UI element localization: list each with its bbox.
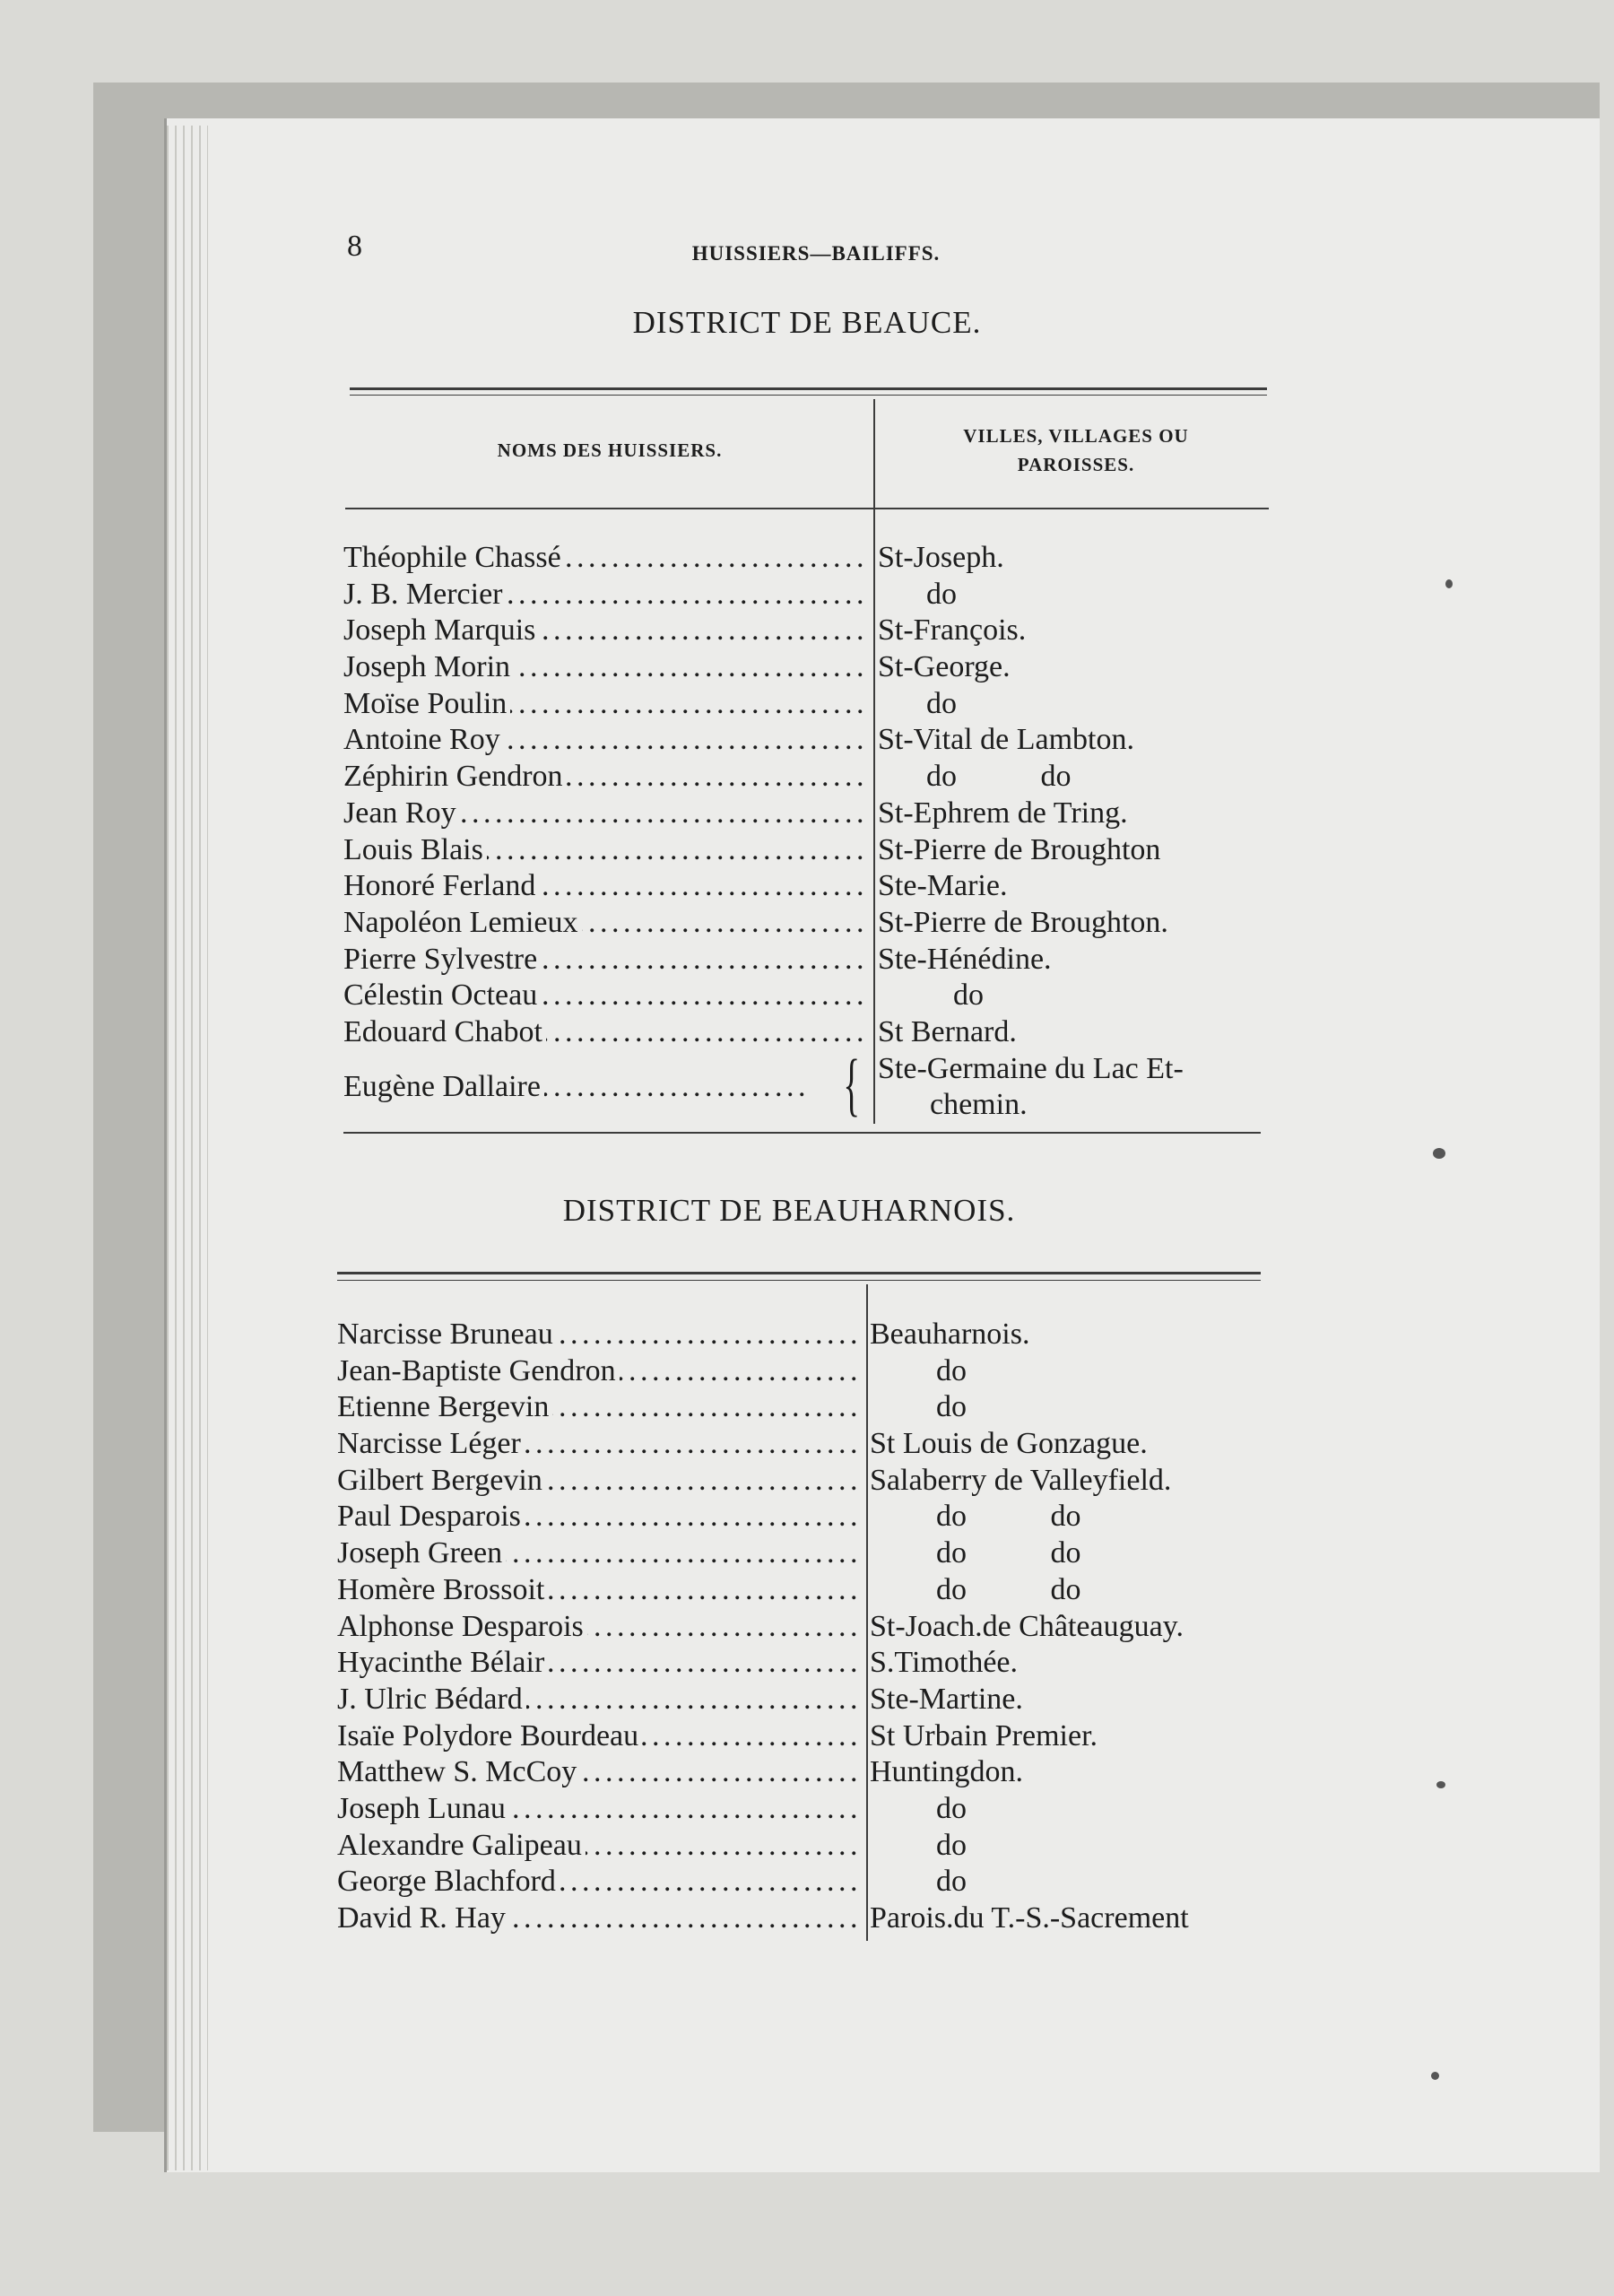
place-name: do do bbox=[926, 760, 1072, 794]
table-row bbox=[343, 905, 1276, 942]
district-title-beauharnois: DISTRICT DE BEAUHARNOIS. bbox=[562, 1193, 1016, 1228]
bailiff-name: David R. Hay bbox=[337, 1901, 509, 1935]
scan-speck bbox=[1445, 579, 1453, 588]
column-header-places-line1: VILLES, VILLAGES OU bbox=[963, 425, 1189, 447]
table-row bbox=[337, 1426, 1270, 1463]
place-name: do do bbox=[936, 1500, 1081, 1534]
place-name: Huntingdon. bbox=[870, 1755, 1023, 1789]
header-bottom-rule bbox=[345, 508, 1269, 509]
table-row bbox=[337, 1718, 1270, 1755]
place-name: St-Ephrem de Tring. bbox=[878, 796, 1128, 830]
table-row bbox=[337, 1754, 1270, 1791]
place-name: St-François. bbox=[878, 613, 1027, 648]
place-name: do do bbox=[936, 1536, 1081, 1570]
place-name: do bbox=[936, 1865, 967, 1899]
bailiff-name: Alexandre Galipeau bbox=[337, 1829, 586, 1862]
place-name: St Louis de Gonzague. bbox=[870, 1427, 1148, 1461]
bailiff-name: Isaïe Polydore Bourdeau bbox=[337, 1719, 642, 1752]
bailiff-name: Joseph Morin bbox=[343, 650, 514, 683]
place-name: St-Joseph. bbox=[878, 541, 1004, 574]
bailiff-name: Etienne Bergevin bbox=[337, 1390, 552, 1423]
bailiff-name: Gilbert Bergevin bbox=[337, 1464, 546, 1497]
table-row bbox=[337, 1828, 1270, 1865]
place-name: do bbox=[953, 978, 984, 1013]
table-row bbox=[343, 649, 1276, 686]
place-name: do bbox=[926, 577, 957, 611]
bailiff-name: Narcisse Bruneau bbox=[337, 1318, 557, 1351]
place-name: St-Joach.de Châteauguay. bbox=[870, 1609, 1184, 1643]
table-row bbox=[337, 1900, 1270, 1937]
beauharnois-entries bbox=[337, 1317, 1270, 1937]
table-row bbox=[343, 1044, 1276, 1125]
bailiff-name: Joseph Lunau bbox=[337, 1792, 509, 1825]
table-row bbox=[337, 1682, 1270, 1718]
table-row bbox=[337, 1609, 1270, 1646]
table-row bbox=[337, 1353, 1270, 1390]
place-name: Ste-Marie. bbox=[878, 869, 1008, 903]
scan-speck bbox=[1431, 2072, 1439, 2080]
bailiff-name: Eugène Dallaire bbox=[343, 1070, 544, 1103]
page-gutter-edges bbox=[167, 126, 208, 2170]
bailiff-name: Antoine Roy bbox=[343, 723, 504, 756]
column-header-places-line2: PAROISSES. bbox=[1017, 454, 1135, 475]
table-row bbox=[337, 1864, 1270, 1900]
running-head: HUISSIERS—BAILIFFS. bbox=[691, 242, 941, 265]
bailiff-name: Narcisse Léger bbox=[337, 1427, 525, 1460]
table-top-rule-thin bbox=[337, 1280, 1261, 1281]
place-name: do bbox=[936, 1791, 967, 1825]
table-row bbox=[343, 540, 1276, 577]
table-row bbox=[337, 1463, 1270, 1500]
table-row bbox=[343, 868, 1276, 905]
table-row bbox=[343, 686, 1276, 723]
bailiff-name: Moïse Poulin bbox=[343, 687, 510, 720]
bailiff-name: J. B. Mercier bbox=[343, 578, 507, 611]
place-name: S.Timothée. bbox=[870, 1646, 1019, 1680]
place-name: do bbox=[936, 1390, 967, 1424]
table-row bbox=[337, 1645, 1270, 1682]
place-name: Ste-Hénédine. bbox=[878, 942, 1052, 976]
place-name: St-George. bbox=[878, 650, 1011, 684]
bailiff-name: Pierre Sylvestre bbox=[343, 943, 541, 976]
place-name: do bbox=[936, 1828, 967, 1862]
table-row bbox=[343, 759, 1276, 796]
place-name: Ste-Martine. bbox=[870, 1682, 1023, 1716]
table-top-rule bbox=[350, 387, 1267, 390]
table-top-rule bbox=[337, 1272, 1261, 1274]
scan-speck bbox=[1436, 1781, 1445, 1788]
column-header-places bbox=[883, 422, 1269, 479]
place-name: Parois.du T.-S.-Sacrement bbox=[870, 1901, 1189, 1935]
bailiff-name: Théophile Chassé bbox=[343, 541, 565, 574]
place-name: St-Vital de Lambton. bbox=[878, 723, 1134, 757]
bailiff-name: Célestin Octeau bbox=[343, 978, 541, 1012]
bailiff-name: Homère Brossoit bbox=[337, 1573, 548, 1606]
table-row bbox=[343, 577, 1276, 613]
place-name-line2: chemin. bbox=[930, 1087, 1028, 1121]
place-name: St Bernard. bbox=[878, 1014, 1017, 1048]
bailiff-name: Edouard Chabot bbox=[343, 1015, 546, 1048]
place-name: Salaberry de Valleyfield. bbox=[870, 1463, 1172, 1497]
table-row bbox=[343, 832, 1276, 869]
table-row bbox=[343, 722, 1276, 759]
table-top-rule-thin bbox=[350, 395, 1267, 396]
bailiff-name: Louis Blais bbox=[343, 833, 487, 866]
place-name-line1: Ste-Germaine du Lac Et- bbox=[878, 1051, 1184, 1085]
bailiff-name: Alphonse Desparois bbox=[337, 1610, 587, 1643]
bailiff-name: Honoré Ferland bbox=[343, 869, 539, 902]
bailiff-name: Joseph Green bbox=[337, 1536, 506, 1570]
table-row bbox=[337, 1499, 1270, 1535]
section-bottom-rule bbox=[343, 1132, 1261, 1134]
bailiff-name: J. Ulric Bédard bbox=[337, 1683, 526, 1716]
place-name: St-Pierre de Broughton. bbox=[878, 905, 1168, 939]
bailiff-name: Napoléon Lemieux bbox=[343, 906, 582, 939]
place-name: do bbox=[926, 686, 957, 720]
table-row bbox=[343, 978, 1276, 1014]
bailiff-name: Joseph Marquis bbox=[343, 613, 539, 647]
beauce-entries bbox=[343, 540, 1276, 1125]
place-name: do bbox=[936, 1353, 967, 1387]
bailiff-name: Paul Desparois bbox=[337, 1500, 525, 1533]
bailiff-name: George Blachford bbox=[337, 1865, 560, 1898]
bailiff-name: Jean Roy bbox=[343, 796, 460, 830]
bailiff-name: Zéphirin Gendron bbox=[343, 760, 567, 793]
bailiff-name: Hyacinthe Bélair bbox=[337, 1646, 548, 1679]
page-number: 8 bbox=[347, 230, 362, 263]
table-row bbox=[343, 1014, 1276, 1051]
table-row bbox=[337, 1572, 1270, 1609]
place-name: St-Pierre de Broughton bbox=[878, 832, 1161, 866]
place-name: St Urbain Premier. bbox=[870, 1718, 1098, 1752]
bailiff-name: Matthew S. McCoy bbox=[337, 1755, 580, 1788]
table-row bbox=[337, 1389, 1270, 1426]
table-row bbox=[337, 1535, 1270, 1572]
district-title-beauce: DISTRICT DE BEAUCE. bbox=[632, 305, 982, 340]
table-row bbox=[343, 613, 1276, 649]
place-name: do do bbox=[936, 1572, 1081, 1606]
scan-speck bbox=[1433, 1148, 1445, 1159]
column-header-names: NOMS DES HUISSIERS. bbox=[497, 439, 723, 461]
table-row bbox=[337, 1317, 1270, 1353]
table-row bbox=[337, 1791, 1270, 1828]
brace-glyph: { bbox=[843, 1044, 861, 1123]
place-name: Beauharnois. bbox=[870, 1318, 1030, 1351]
table-row bbox=[343, 942, 1276, 978]
bailiff-name: Jean-Baptiste Gendron bbox=[337, 1354, 620, 1387]
place-name-multiline bbox=[878, 1051, 1184, 1123]
table-row bbox=[343, 796, 1276, 832]
